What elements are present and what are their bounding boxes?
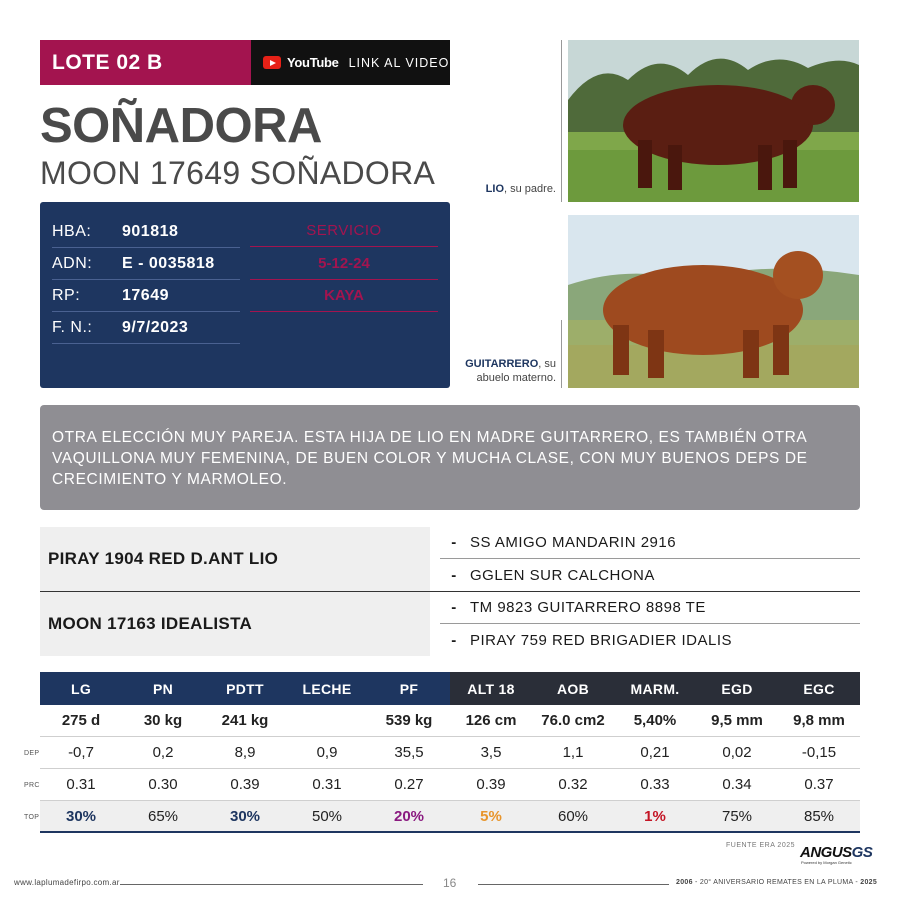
service-bull: KAYA xyxy=(250,280,438,312)
dep-value-cell: 50% xyxy=(311,807,343,825)
dep-header-pdtt: PDTT xyxy=(204,672,286,705)
caption-bold: GUITARRERO xyxy=(465,358,539,370)
row-label: DEP xyxy=(24,749,40,757)
pedigree-grandparent: - TM 9823 GUITARRERO 8898 TE xyxy=(440,592,860,624)
dep-value-cell: 0.27 xyxy=(394,776,424,793)
dep-value-cell: 1,1 xyxy=(562,744,584,761)
footer-anniversary: 2006 - 20° ANIVERSARIO REMATES EN LA PLUMA - 2025 xyxy=(676,879,878,886)
caption-bold: LIO xyxy=(485,183,505,195)
youtube-play-icon[interactable] xyxy=(263,56,281,69)
page-number: 16 xyxy=(443,876,457,890)
photo-grandsire-caption xyxy=(465,357,556,385)
dep-value-cell: 1% xyxy=(644,807,666,825)
dep-value-cell: 30% xyxy=(65,807,97,825)
lot-comment: OTRA ELECCIÓN MUY PAREJA. ESTA HIJA DE LIO EN MADRE GUITARRERO, ES TAMBIÉN OTRA VAQUILLONA MUY FEMENINA, DE BUEN COLOR Y MUCHA CLASE, CON MUY BUENOS DEPS DE CRECIMIENTO Y MARMOLEO. xyxy=(40,405,860,510)
top-row xyxy=(24,801,860,833)
footer-url[interactable]: www.laplumadefirpo.com.ar xyxy=(14,878,120,887)
dep-value-cell: 60% xyxy=(557,807,589,825)
lot-label: LOTE 02 B xyxy=(40,40,251,85)
dep-row xyxy=(24,737,860,769)
info-row-adn xyxy=(52,248,240,280)
pedigree-dam: MOON 17163 IDEALISTA xyxy=(40,592,430,656)
pedigree-sire-block xyxy=(40,527,860,591)
dep-header-aob: AOB xyxy=(532,672,614,705)
info-key: F. N.: xyxy=(52,318,93,336)
row-label: TOP xyxy=(24,813,40,821)
dep-value-cell: 0.37 xyxy=(804,776,834,793)
dep-unit-cell: 9,8 mm xyxy=(793,712,845,729)
dep-header-marm: MARM. xyxy=(614,672,696,705)
video-link[interactable] xyxy=(251,40,450,85)
dep-unit-cell: 275 d xyxy=(61,712,101,729)
dep-value-cell: -0,15 xyxy=(801,744,837,761)
info-value: 17649 xyxy=(122,286,169,304)
dep-value-cell: 85% xyxy=(803,807,835,825)
dep-header-egd: EGD xyxy=(696,672,778,705)
dep-value-cell: 0,2 xyxy=(152,744,174,761)
caption-divider xyxy=(561,40,562,202)
dep-value-cell: 8,9 xyxy=(234,744,256,761)
video-link-label[interactable]: LINK AL VIDEO xyxy=(348,55,450,70)
info-key: HBA: xyxy=(52,222,92,240)
dep-value-cell: 0,02 xyxy=(722,744,752,761)
photo-sire-caption xyxy=(486,182,556,196)
dep-header-pn: PN xyxy=(122,672,204,705)
dep-value-cell: 75% xyxy=(721,807,753,825)
dep-value-cell: 0.33 xyxy=(640,776,670,793)
row-label: PRC xyxy=(24,781,40,789)
dep-value-cell: 5% xyxy=(480,807,502,825)
info-panel xyxy=(40,202,450,388)
dep-value-cell: 0.39 xyxy=(230,776,260,793)
info-row-rp xyxy=(52,280,240,312)
pedigree-sire: PIRAY 1904 RED D.ANT LIO xyxy=(40,527,430,591)
photo-sire xyxy=(568,40,859,202)
dep-value-cell: 3,5 xyxy=(480,744,502,761)
dep-unit-cell: 539 kg xyxy=(385,712,433,729)
dep-unit-cell xyxy=(286,705,368,736)
dep-value-cell: 0.31 xyxy=(312,776,342,793)
animal-full-name: MOON 17649 SOÑADORA xyxy=(40,155,436,191)
footer-rule xyxy=(120,884,423,885)
dep-unit-cell: 126 cm xyxy=(465,712,517,729)
info-row-birth xyxy=(52,312,240,344)
dep-value-cell: 0.30 xyxy=(148,776,178,793)
grandparent-name: TM 9823 GUITARRERO 8898 TE xyxy=(470,599,706,616)
source-note: FUENTE ERA 2025 xyxy=(726,842,795,849)
info-row-hba xyxy=(52,216,240,248)
dep-value-cell: 0.31 xyxy=(66,776,96,793)
dep-value-cell: 65% xyxy=(147,807,179,825)
dep-header-alt-18: ALT 18 xyxy=(450,672,532,705)
lot-header xyxy=(40,40,450,85)
caption-line2: abuelo materno. xyxy=(476,372,556,384)
service-title: SERVICIO xyxy=(250,215,438,247)
caption-rest: , su xyxy=(538,358,556,370)
dep-value-cell: 0,9 xyxy=(316,744,338,761)
dep-value-cell: 30% xyxy=(229,807,261,825)
dep-value-cell: 35,5 xyxy=(394,744,424,761)
pedigree-grandparent: - SS AMIGO MANDARIN 2916 xyxy=(440,527,860,559)
dep-header-pf: PF xyxy=(368,672,450,705)
dep-value-cell: 0.39 xyxy=(476,776,506,793)
dep-unit-cell: 5,40% xyxy=(633,712,677,729)
info-key: ADN: xyxy=(52,254,93,272)
dep-header-egc: EGC xyxy=(778,672,860,705)
dep-value-cell: 0.34 xyxy=(722,776,752,793)
dep-header-lg: LG xyxy=(40,672,122,705)
dep-value-cell: 0.32 xyxy=(558,776,588,793)
info-value: 901818 xyxy=(122,222,179,240)
footer-rule xyxy=(478,884,669,885)
animal-name: SOÑADORA xyxy=(40,99,322,153)
dep-units-row xyxy=(40,705,860,737)
service-date: 5-12-24 xyxy=(250,248,438,280)
dep-unit-cell: 76.0 cm2 xyxy=(541,712,605,729)
dep-table-header xyxy=(40,672,860,705)
info-key: RP: xyxy=(52,286,81,304)
dep-value-cell: 0,21 xyxy=(640,744,670,761)
dep-unit-cell: 241 kg xyxy=(221,712,269,729)
info-value: 9/7/2023 xyxy=(122,318,189,336)
grandparent-name: GGLEN SUR CALCHONA xyxy=(470,566,655,584)
grandparent-name: SS AMIGO MANDARIN 2916 xyxy=(470,534,677,551)
pedigree-grandparent: - GGLEN SUR CALCHONA xyxy=(451,566,655,584)
youtube-brand[interactable]: YouTube xyxy=(287,55,339,70)
caption-divider xyxy=(561,320,562,388)
dep-unit-cell: 30 kg xyxy=(143,712,183,729)
info-value: E - 0035818 xyxy=(122,254,215,272)
dep-value-cell: -0,7 xyxy=(68,744,94,761)
prc-row xyxy=(24,769,860,801)
pedigree-grandparent: - PIRAY 759 RED BRIGADIER IDALIS xyxy=(451,631,733,649)
dep-unit-cell: 9,5 mm xyxy=(711,712,763,729)
grandparent-name: PIRAY 759 RED BRIGADIER IDALIS xyxy=(470,631,733,649)
angus-logo-subtitle: Powered by Morgan Genetic xyxy=(801,860,852,865)
caption-rest: , su padre. xyxy=(504,183,556,195)
dep-value-cell: 20% xyxy=(393,807,425,825)
dep-table xyxy=(24,672,860,833)
angus-logo: ANGUSGS xyxy=(800,844,873,861)
photo-grandsire xyxy=(568,215,859,388)
pedigree-dam-block xyxy=(40,592,860,656)
dep-header-leche: LECHE xyxy=(286,672,368,705)
